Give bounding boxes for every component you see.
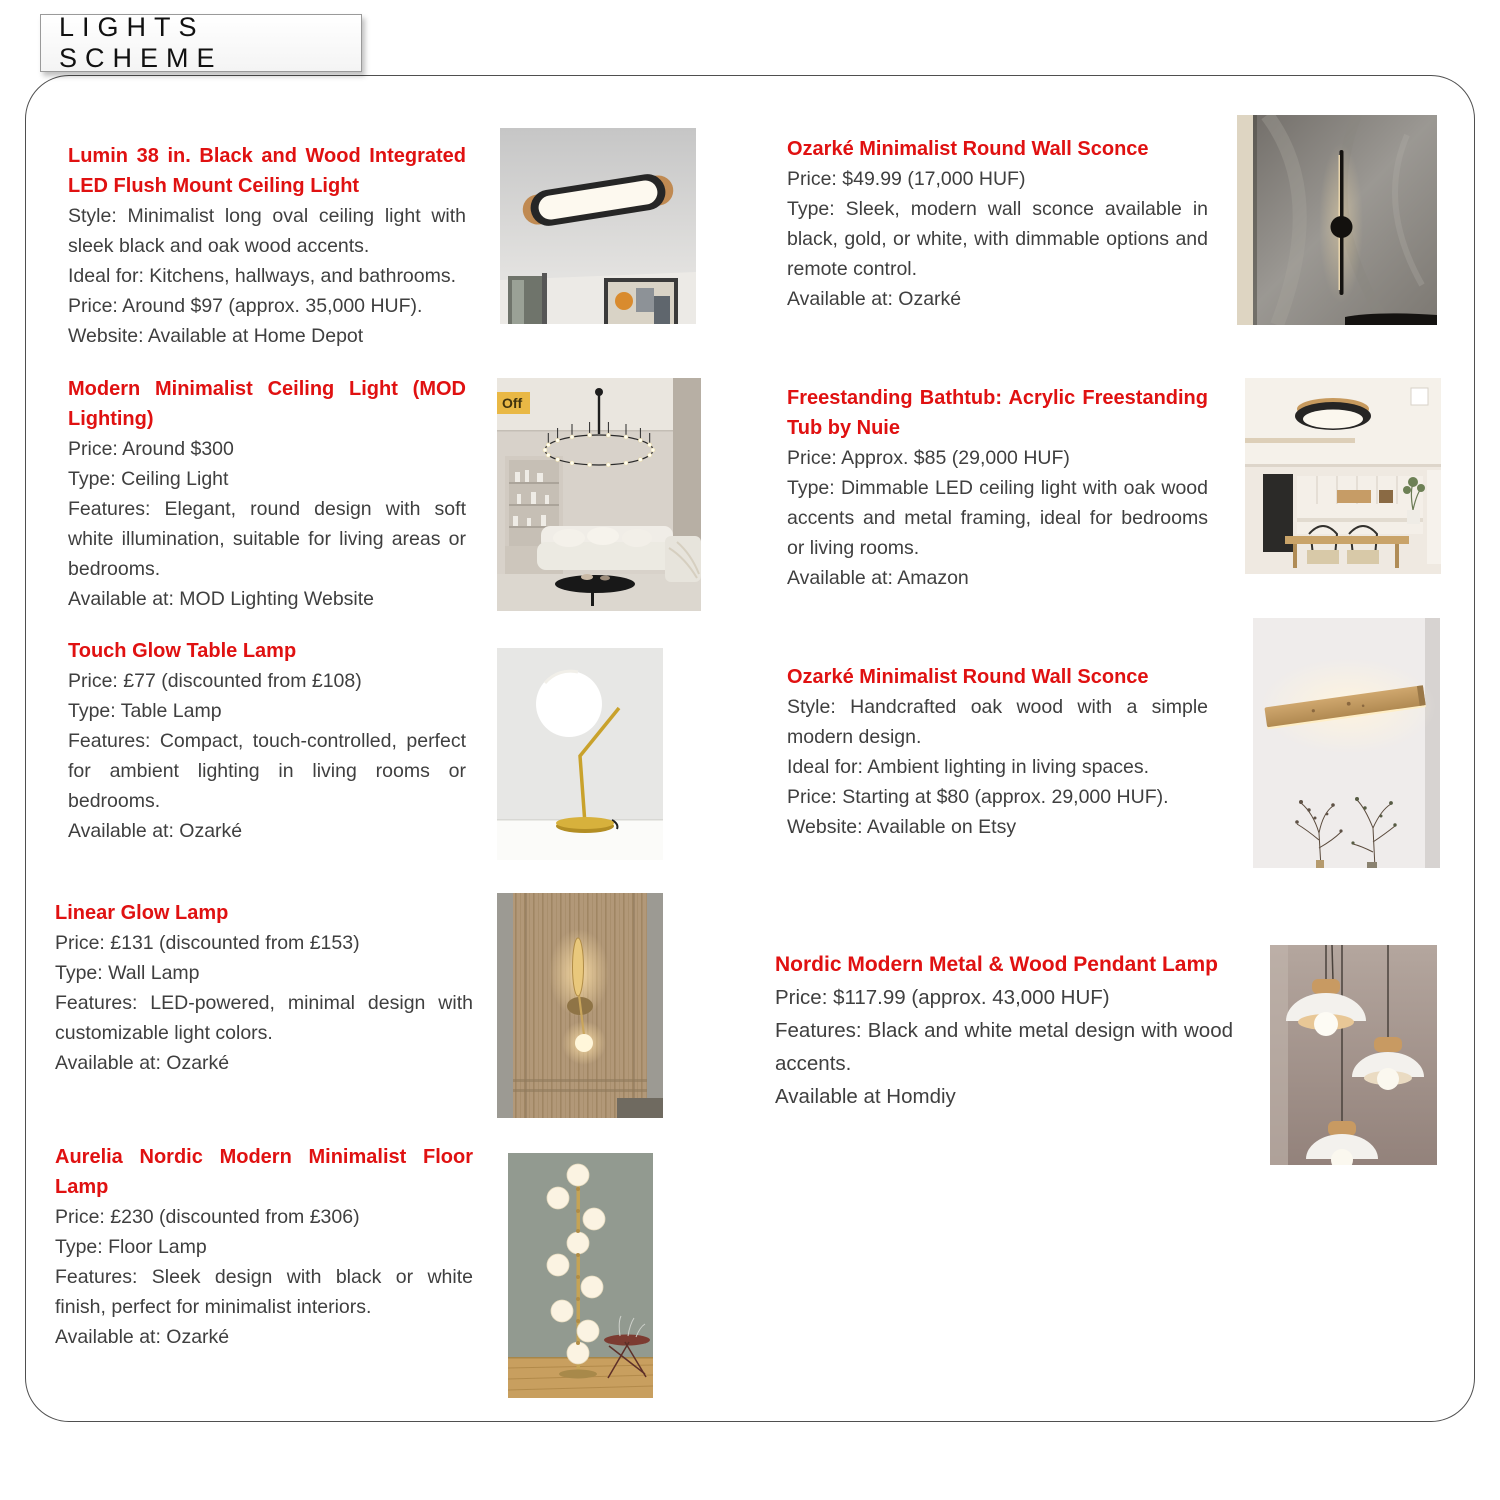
living-room-ring-chandelier-photo	[497, 378, 701, 611]
product-card-nuie-tub	[787, 383, 1208, 593]
product-title: Freestanding Bathtub: Acrylic Freestanding Tub by Nuie	[787, 387, 1208, 439]
product-detail-line: Price: £230 (discounted from £306)	[55, 1206, 360, 1228]
product-detail-line: Website: Available at Home Depot	[68, 325, 364, 347]
product-detail-line: Price: £77 (discounted from £108)	[68, 670, 362, 692]
product-title: Ozarké Minimalist Round Wall Sconce	[787, 138, 1149, 160]
product-detail-line: Price: $49.99 (17,000 HUF)	[787, 168, 1026, 190]
product-detail-line: Ideal for: Ambient lighting in living spaces.	[787, 756, 1150, 778]
brass-wall-lamp-wood-panel-photo	[497, 893, 663, 1118]
product-title: Ozarké Minimalist Round Wall Sconce	[787, 666, 1149, 688]
product-detail-line: Available at Homdiy	[775, 1085, 956, 1108]
product-detail-line: Ideal for: Kitchens, hallways, and bathrooms.	[68, 265, 457, 287]
product-detail-line: Available at: Ozarké	[787, 288, 962, 310]
product-detail-line: Type: Table Lamp	[68, 700, 222, 722]
product-card-lumin-flush-mount	[68, 141, 466, 351]
product-detail-line: Price: Around $300	[68, 438, 234, 460]
product-card-aurelia-floor-lamp	[55, 1142, 473, 1352]
white-wood-pendant-trio-photo	[1270, 945, 1437, 1165]
product-detail-line: Available at: Ozarké	[55, 1052, 230, 1074]
product-detail-line: Type: Ceiling Light	[68, 468, 229, 490]
product-detail-line: Available at: Amazon	[787, 567, 969, 589]
product-detail-line: Style: Minimalist long oval ceiling light with sleek black and oak wood accents.	[68, 205, 466, 257]
product-detail-line: Price: $117.99 (approx. 43,000 HUF)	[775, 986, 1110, 1009]
product-card-mod-ceiling-light	[68, 374, 466, 614]
product-detail-line: Price: Around $97 (approx. 35,000 HUF).	[68, 295, 423, 317]
product-title: Touch Glow Table Lamp	[68, 640, 297, 662]
product-detail-line: Type: Dimmable LED ceiling light with oak wood accents and metal framing, ideal for bedrooms or living rooms.	[787, 477, 1208, 559]
product-detail-line: Features: Compact, touch-controlled, perfect for ambient lighting in living rooms or bedrooms.	[68, 730, 466, 812]
product-title: Nordic Modern Metal & Wood Pendant Lamp	[775, 953, 1218, 976]
product-detail-line: Price: £131 (discounted from £153)	[55, 932, 360, 954]
round-black-ceiling-light-kitchen-photo	[1245, 378, 1441, 574]
discount-badge: Off	[497, 392, 530, 414]
product-detail-line: Features: Sleek design with black or white finish, perfect for minimalist interiors.	[55, 1266, 473, 1318]
product-detail-line: Available at: Ozarké	[55, 1326, 230, 1348]
product-card-nordic-pendant	[775, 948, 1233, 1113]
page-header	[40, 14, 362, 72]
product-title: Modern Minimalist Ceiling Light (MOD Lighting)	[68, 378, 466, 430]
product-detail-line: Type: Sleek, modern wall sconce available in black, gold, or white, with dimmable options and remote control.	[787, 198, 1208, 280]
product-detail-line: Price: Starting at $80 (approx. 29,000 HUF).	[787, 786, 1169, 808]
multi-globe-floor-lamp-photo	[508, 1153, 653, 1398]
product-title: Lumin 38 in. Black and Wood Integrated LED Flush Mount Ceiling Light	[68, 145, 466, 197]
product-card-touch-glow-table-lamp	[68, 636, 466, 846]
product-detail-line: Type: Floor Lamp	[55, 1236, 207, 1258]
product-detail-line: Type: Wall Lamp	[55, 962, 200, 984]
oak-plank-wall-light-photo	[1253, 618, 1440, 868]
product-detail-line: Features: LED-powered, minimal design with customizable light colors.	[55, 992, 473, 1044]
product-detail-line: Style: Handcrafted oak wood with a simple modern design.	[787, 696, 1208, 748]
product-detail-line: Features: Elegant, round design with soft white illumination, suitable for living areas or bedrooms.	[68, 498, 466, 580]
product-title: Aurelia Nordic Modern Minimalist Floor Lamp	[55, 1146, 473, 1198]
product-title: Linear Glow Lamp	[55, 902, 229, 924]
page-title: LIGHTS SCHEME	[59, 12, 223, 73]
product-detail-line: Price: Approx. $85 (29,000 HUF)	[787, 447, 1070, 469]
brass-globe-table-lamp-photo	[497, 648, 663, 860]
product-card-ozarke-sconce-black	[787, 134, 1208, 314]
product-card-ozarke-sconce-oak	[787, 662, 1208, 842]
product-detail-line: Available at: MOD Lighting Website	[68, 588, 375, 610]
black-rod-wall-sconce-marble-photo	[1237, 115, 1437, 325]
product-detail-line: Features: Black and white metal design with wood accents.	[775, 1019, 1233, 1075]
product-detail-line: Available at: Ozarké	[68, 820, 243, 842]
black-and-wood-oval-flush-mount-photo	[500, 128, 696, 324]
product-card-linear-glow-lamp	[55, 898, 473, 1078]
product-detail-line: Website: Available on Etsy	[787, 816, 1017, 838]
